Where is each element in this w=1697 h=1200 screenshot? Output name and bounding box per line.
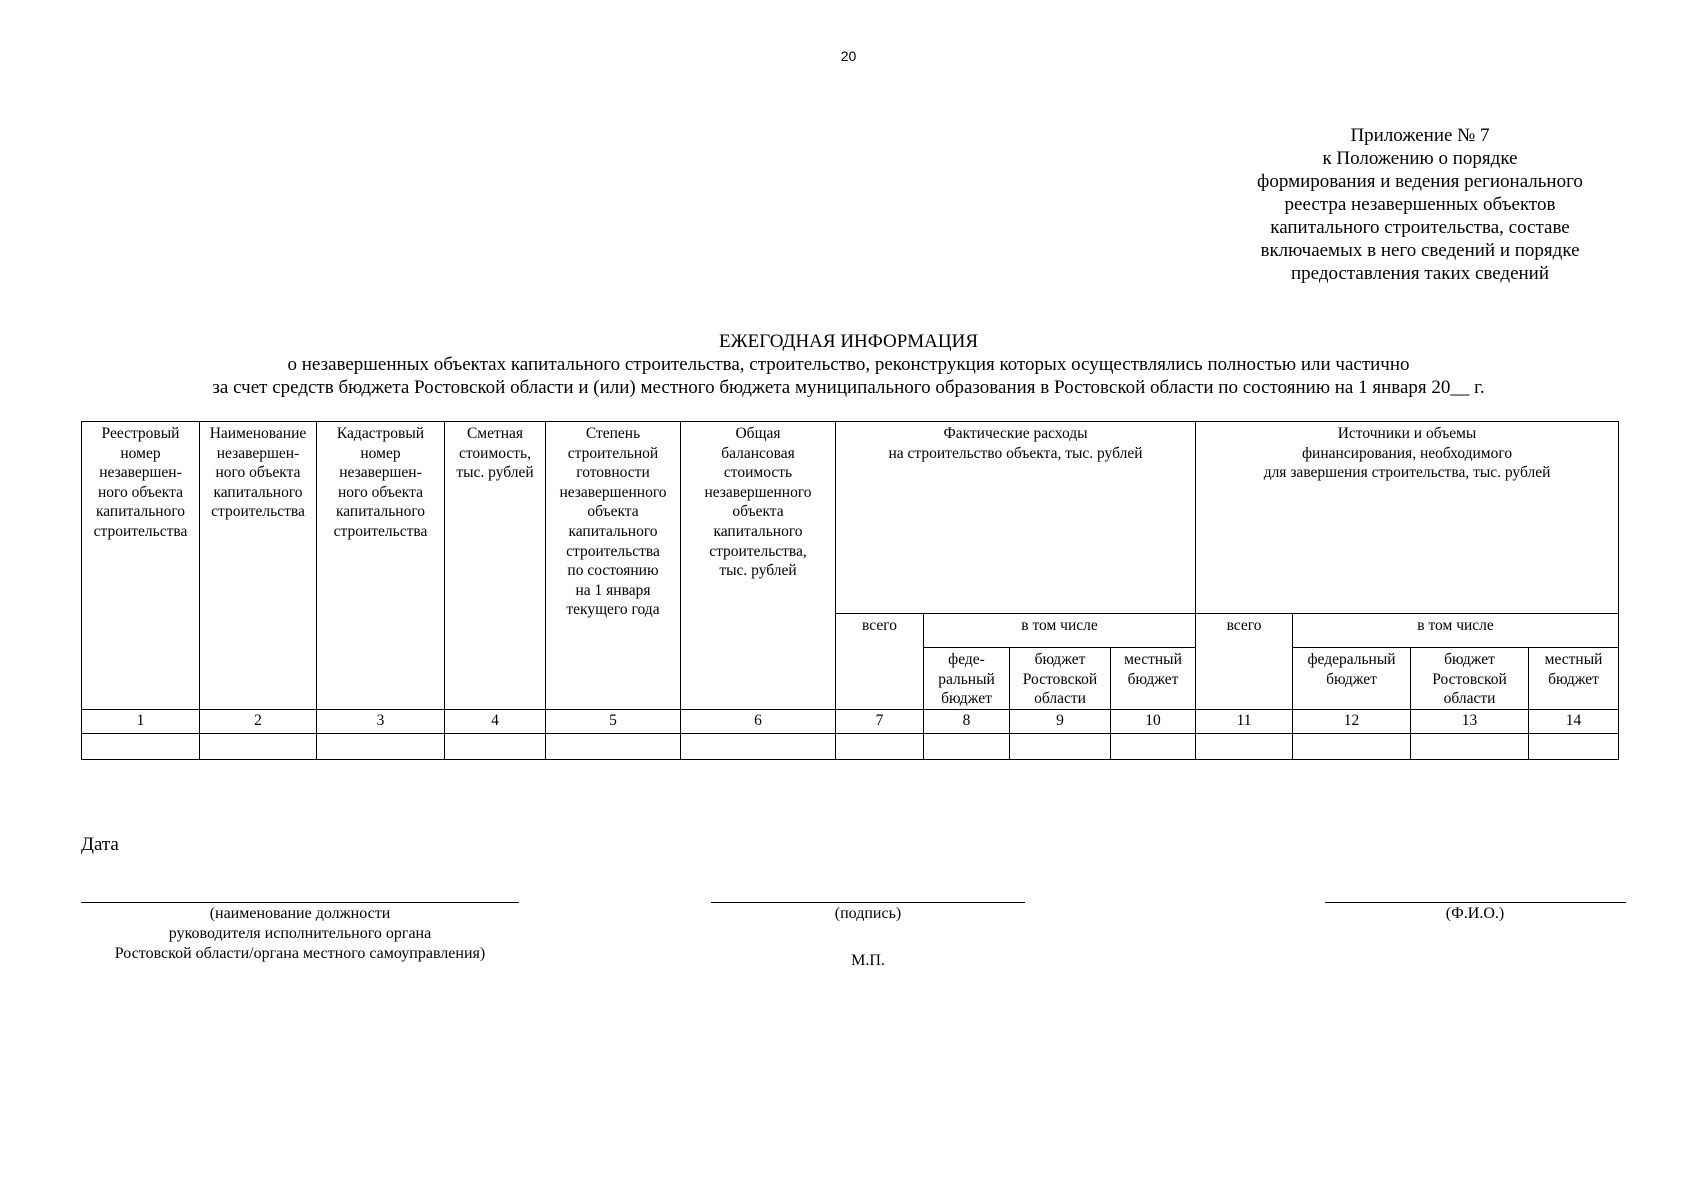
column-number: 2: [200, 709, 317, 733]
header-funding-sources: Источники и объемы финансирования, необходимого для завершения строительства, тыс. рублей: [1196, 422, 1619, 614]
appendix-line: к Положению о порядке: [1322, 148, 1518, 169]
full-name-caption: (Ф.И.О.): [1445, 905, 1505, 922]
table-cell: [681, 733, 836, 759]
appendix-line: формирования и ведения регионального: [1257, 171, 1583, 192]
appendix-block: [1220, 124, 1620, 285]
table-cell: [1196, 733, 1293, 759]
appendix-line: предоставления таких сведений: [1290, 263, 1550, 284]
table-cell: [1529, 733, 1619, 759]
header-readiness-degree: Степень строительной готовности незавершенного объекта капитального строительства по состоянию на 1 января текущего года: [546, 422, 681, 710]
title-heading: ЕЖЕГОДНАЯ ИНФОРМАЦИЯ: [718, 331, 979, 352]
header-actual-total: всего: [836, 614, 924, 710]
header-funding-including: в том числе: [1293, 614, 1619, 648]
column-number: 10: [1111, 709, 1196, 733]
table-row: [82, 733, 1619, 759]
header-funding-local: местный бюджет: [1529, 648, 1619, 710]
page-number: 20: [840, 48, 857, 64]
column-number: 11: [1196, 709, 1293, 733]
appendix-line: капитального строительства, составе: [1270, 217, 1570, 238]
table-cell: [445, 733, 546, 759]
header-balance-cost: Общая балансовая стоимость незавершенного объекта капитального строительства, тыс. рублей: [681, 422, 836, 710]
column-number: 5: [546, 709, 681, 733]
header-object-name: Наименование незавершен- ного объекта капитального строительства: [200, 422, 317, 710]
appendix-line: Приложение № 7: [1350, 125, 1490, 146]
table-cell: [924, 733, 1010, 759]
table-cell: [1293, 733, 1411, 759]
appendix-line: включаемых в него сведений и порядке: [1260, 240, 1580, 261]
table-cell: [200, 733, 317, 759]
header-actual-including: в том числе: [924, 614, 1196, 648]
column-number: 6: [681, 709, 836, 733]
header-registry-number: Реестровый номер незавершен- ного объекта капитального строительства: [82, 422, 200, 710]
header-actual-expenses: Фактические расходы на строительство объекта, тыс. рублей: [836, 422, 1196, 614]
column-number: 7: [836, 709, 924, 733]
header-actual-regional: бюджет Ростовской области: [1010, 648, 1111, 710]
title-line: за счет средств бюджета Ростовской области и (или) местного бюджета муниципального образования в Ростовской области по состоянию на 1 января 20__ г.: [212, 377, 1485, 398]
column-number: 8: [924, 709, 1010, 733]
table-cell: [1010, 733, 1111, 759]
signature-line: [711, 902, 1025, 903]
header-actual-federal: феде- ральный бюджет: [924, 648, 1010, 710]
table-cell: [546, 733, 681, 759]
table-cell: [836, 733, 924, 759]
column-number: 9: [1010, 709, 1111, 733]
column-number: 13: [1411, 709, 1529, 733]
header-funding-total: всего: [1196, 614, 1293, 710]
header-actual-local: местный бюджет: [1111, 648, 1196, 710]
table-cell: [317, 733, 445, 759]
table-cell: [82, 733, 200, 759]
header-cadastral-number: Кадастровый номер незавершен- ного объекта капитального строительства: [317, 422, 445, 710]
column-number: 12: [1293, 709, 1411, 733]
column-number: 4: [445, 709, 546, 733]
column-number: 14: [1529, 709, 1619, 733]
date-label: Дата: [81, 834, 119, 855]
register-table: [81, 421, 1619, 760]
header-funding-federal: федеральный бюджет: [1293, 648, 1411, 710]
position-caption: (наименование должности руководителя исполнительного органа Ростовской области/органа местного самоуправления): [114, 905, 486, 962]
document-title: [0, 330, 1697, 399]
header-estimated-cost: Сметная стоимость, тыс. рублей: [445, 422, 546, 710]
column-number-row: [82, 709, 1619, 733]
signature-caption: (подпись): [834, 905, 902, 922]
appendix-line: реестра незавершенных объектов: [1284, 194, 1556, 215]
header-funding-regional: бюджет Ростовской области: [1411, 648, 1529, 710]
column-number: 3: [317, 709, 445, 733]
column-number: 1: [82, 709, 200, 733]
title-line: о незавершенных объектах капитального строительства, строительство, реконструкция которых осуществлялись полностью или частично: [287, 354, 1410, 375]
table-cell: [1111, 733, 1196, 759]
position-signature-line: [81, 902, 519, 903]
table-cell: [1411, 733, 1529, 759]
full-name-line: [1325, 902, 1626, 903]
seal-label: М.П.: [851, 952, 885, 969]
